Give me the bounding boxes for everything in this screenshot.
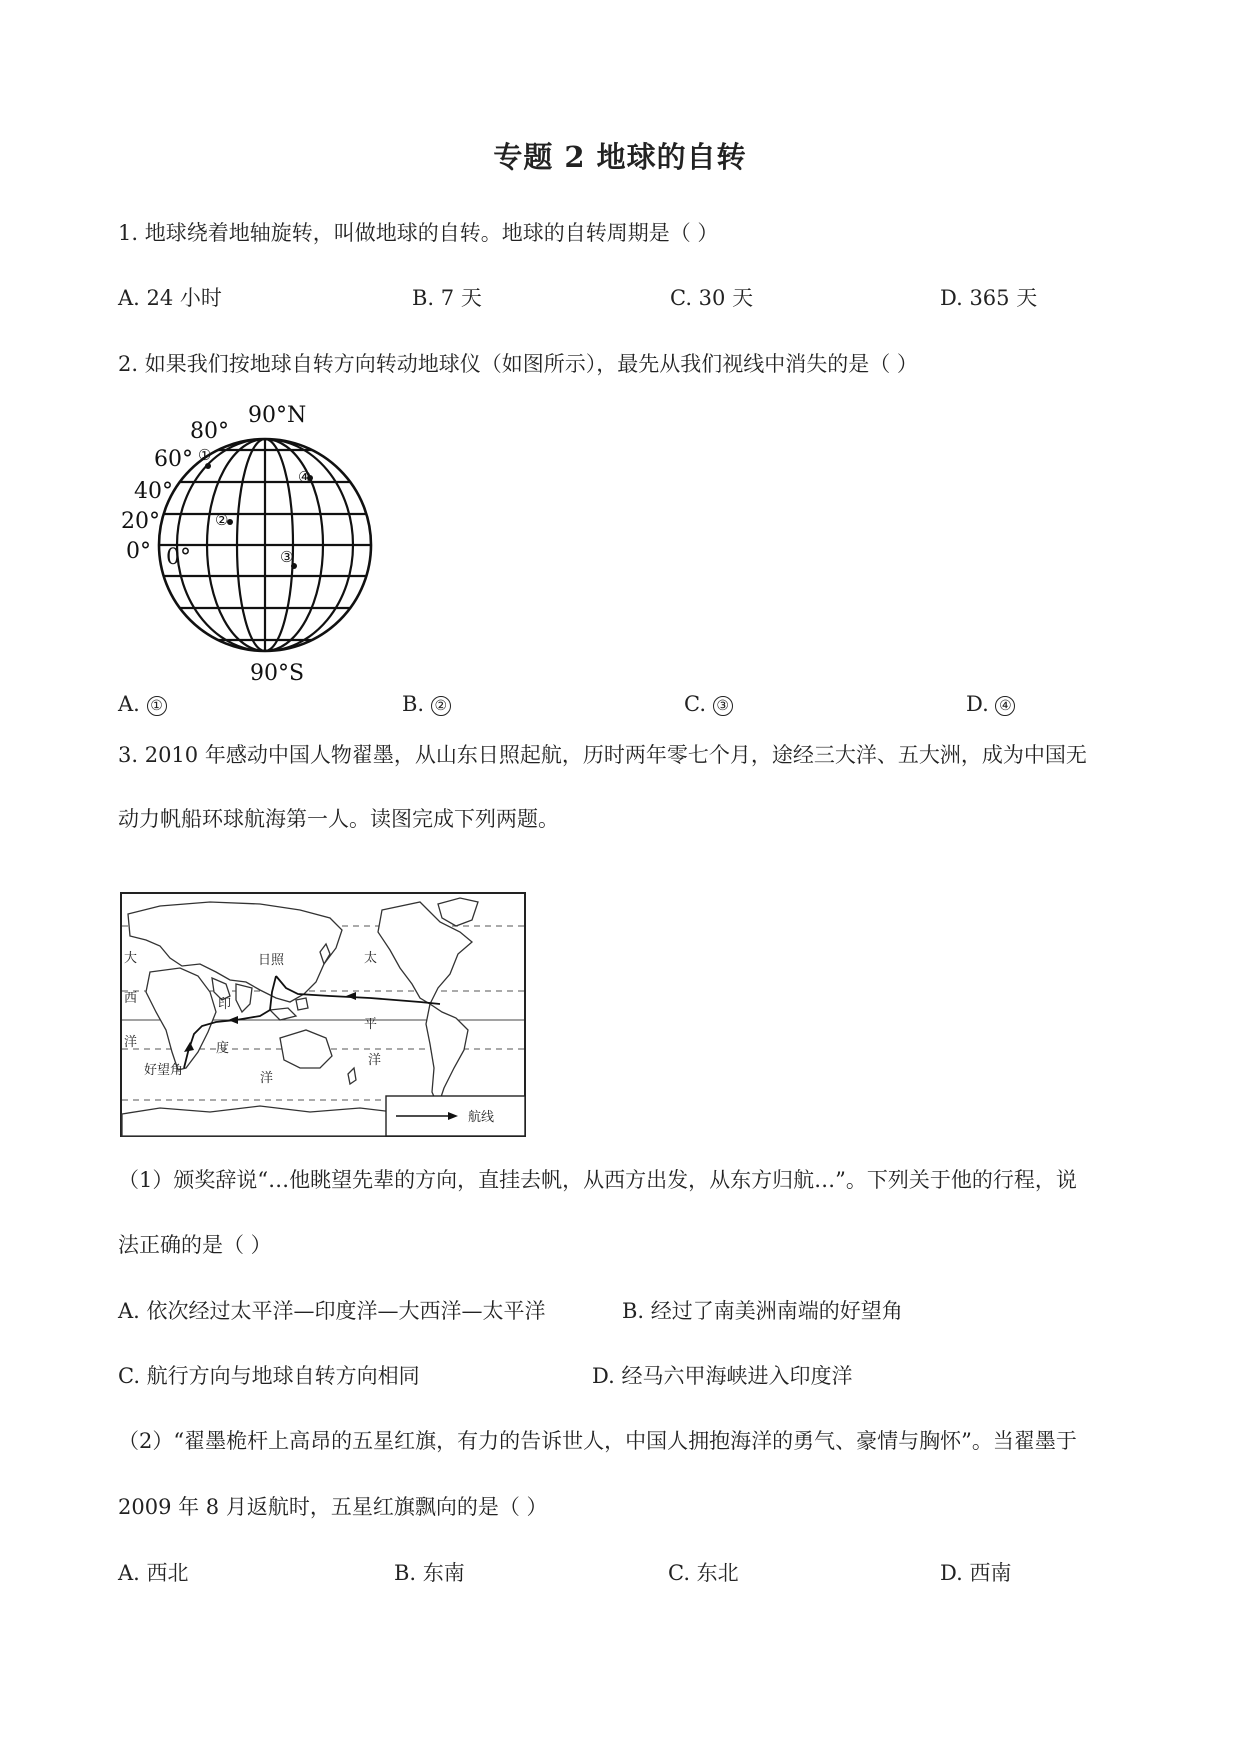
globe-label-0-outer: 0° (126, 539, 151, 564)
map-label-cape-good-hope: 好望角 (144, 1063, 184, 1078)
globe-label-40: 40° (134, 479, 173, 504)
q3-sub1-stem-line1: （1）颁奖辞说“…他眺望先辈的方向，直挂去帆，从西方出发，从东方归航…”。下列关于他的行程，说 (118, 1168, 1077, 1192)
world-route-map (120, 892, 526, 1137)
question-1-stem: 1. 地球绕着地轴旋转，叫做地球的自转。地球的自转周期是（ ） (118, 221, 719, 245)
q2-option-a: A. ① (118, 691, 167, 717)
question-2-stem: 2. 如果我们按地球自转方向转动地球仪（如图所示），最先从我们视线中消失的是（ ） (118, 352, 918, 376)
q3-sub1-option-c: C. 航行方向与地球自转方向相同 (118, 1364, 420, 1388)
q3-sub2-stem-line1: （2）“翟墨桅杆上高昂的五星红旗，有力的告诉世人，中国人拥抱海洋的勇气、豪情与胸怀”。当翟墨于 (118, 1429, 1077, 1453)
globe-label-60: 60° (154, 447, 193, 472)
q3-sub1-option-d: D. 经马六甲海峡进入印度洋 (592, 1364, 853, 1388)
map-label-yang-indian: 洋 (260, 1071, 274, 1086)
q1-option-a: A. 24 小时 (118, 286, 222, 310)
globe-point-4: ④ (298, 468, 312, 486)
globe-label-90s: 90°S (250, 661, 305, 683)
map-label-tai: 太 (364, 951, 378, 966)
globe-point-1: ① (198, 446, 212, 464)
q3-sub2-stem-line2: 2009 年 8 月返航时，五星红旗飘向的是（ ） (118, 1495, 548, 1519)
map-label-da: 大 (124, 951, 138, 966)
map-label-yang-atlantic: 洋 (124, 1035, 138, 1050)
map-legend-label: 航线 (468, 1110, 495, 1125)
question-3-stem-line1: 3. 2010 年感动中国人物翟墨，从山东日照起航，历时两年零七个月，途经三大洋、五大洲，成为中国无 (118, 743, 1087, 767)
q1-option-c: C. 30 天 (670, 286, 754, 310)
q1-option-b: B. 7 天 (412, 286, 482, 310)
map-label-ping: 平 (364, 1017, 378, 1032)
globe-label-0-inner: 0° (166, 545, 191, 570)
q3-sub1-option-b: B. 经过了南美洲南端的好望角 (622, 1299, 903, 1323)
q3-sub2-option-c: C. 东北 (668, 1561, 739, 1585)
map-label-yin: 印 (218, 997, 232, 1012)
q3-sub2-option-a: A. 西北 (118, 1561, 189, 1585)
map-label-rizhao: 日照 (258, 953, 285, 968)
q2-option-b: B. ② (402, 691, 451, 717)
globe-figure (118, 398, 388, 683)
q3-sub2-option-b: B. 东南 (394, 1561, 465, 1585)
q2-option-d: D. ④ (966, 691, 1015, 717)
page-title: 专题 2 地球的自转 (493, 140, 747, 174)
question-3-stem-line2: 动力帆船环球航海第一人。读图完成下列两题。 (118, 807, 559, 831)
globe-point-3: ③ (280, 548, 294, 566)
q1-option-d: D. 365 天 (940, 286, 1038, 310)
q2-option-c: C. ③ (684, 691, 733, 717)
globe-point-2: ② (215, 511, 229, 529)
globe-label-80: 80° (190, 419, 229, 444)
globe-label-90n: 90°N (248, 403, 307, 428)
map-label-du: 度 (216, 1041, 230, 1056)
q3-sub1-option-a: A. 依次经过太平洋—印度洋—大西洋—太平洋 (118, 1299, 546, 1323)
q3-sub1-stem-line2: 法正确的是（ ） (118, 1233, 272, 1257)
globe-label-20: 20° (121, 509, 160, 534)
map-label-yang-pacific: 洋 (368, 1053, 382, 1068)
map-label-xi: 西 (124, 991, 138, 1006)
q3-sub2-option-d: D. 西南 (940, 1561, 1012, 1585)
